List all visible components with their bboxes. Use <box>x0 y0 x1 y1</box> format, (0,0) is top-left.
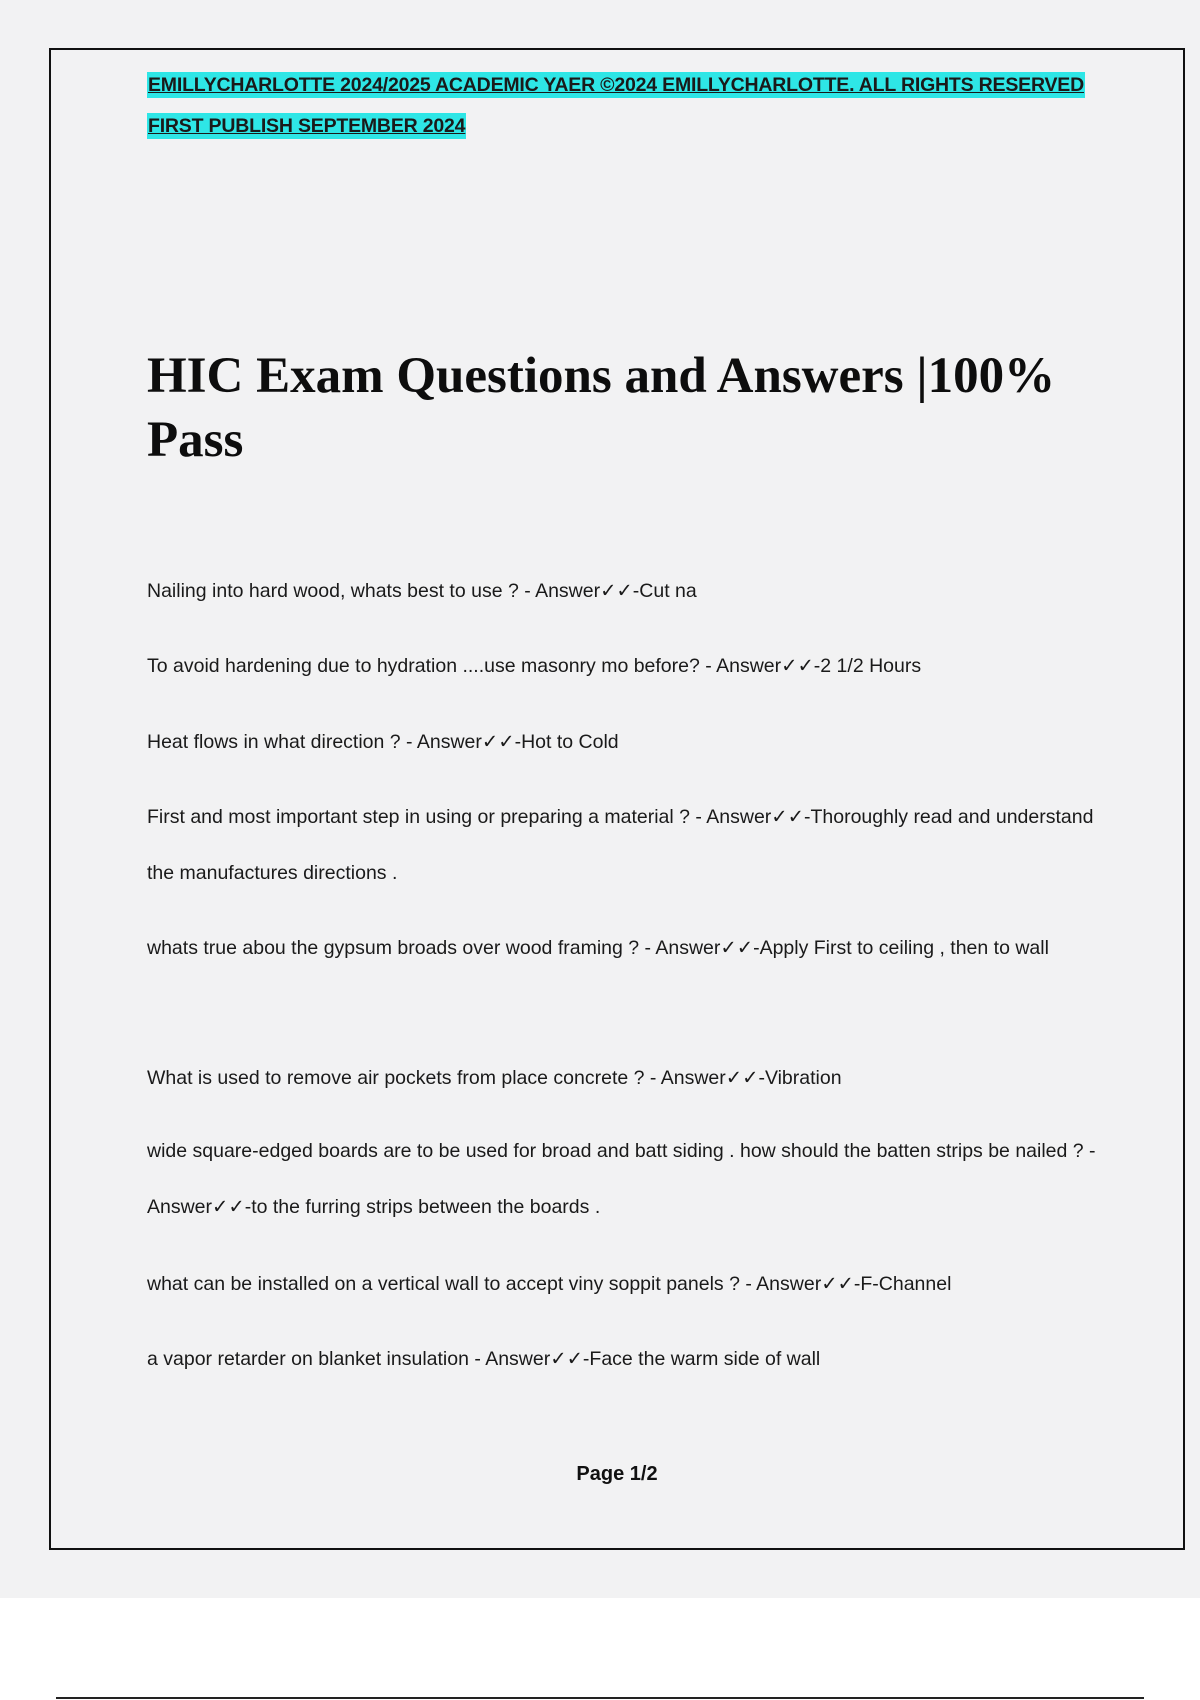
qa-item <box>147 1123 1117 1235</box>
answer-text: 2 1/2 Hours <box>820 655 922 677</box>
answer-text: Apply First to ceiling , then to wall <box>759 937 1049 959</box>
qa-item <box>147 638 1117 694</box>
document-title: HIC Exam Questions and Answers |100% Pass <box>147 348 1056 468</box>
question-text: wide square-edged boards are to be used for broad and batt siding . how should the batten strips be nailed ? <box>147 1140 1084 1162</box>
qa-item <box>147 1331 1117 1387</box>
divider <box>56 1697 1144 1699</box>
qa-item <box>147 920 1117 976</box>
answer-marker: - Answer✓✓- <box>468 1348 590 1370</box>
question-text: Nailing into hard wood, whats best to use ? <box>147 580 519 602</box>
answer-marker: - Answer✓✓- <box>147 1140 1096 1218</box>
question-text: First and most important step in using or preparing a material ? <box>147 806 691 828</box>
answer-text: Cut na <box>639 580 697 602</box>
qa-item <box>147 1256 1117 1312</box>
question-text: a vapor retarder on blanket insulation <box>147 1348 469 1370</box>
qa-item <box>147 714 1117 770</box>
answer-text: to the furring strips between the boards . <box>251 1196 601 1218</box>
qa-item <box>147 563 1117 619</box>
answer-marker: - Answer✓✓- <box>400 731 522 753</box>
answer-marker: - Answer✓✓- <box>518 580 640 602</box>
answer-text: Thoroughly read and understand the manufactures directions . <box>147 806 1094 884</box>
answer-text: F-Channel <box>860 1273 952 1295</box>
question-text: whats true abou the gypsum broads over wood framing ? <box>147 937 640 959</box>
answer-marker: - Answer✓✓- <box>690 806 811 828</box>
answer-text: Vibration <box>764 1067 842 1089</box>
answer-marker: - Answer✓✓- <box>739 1273 861 1295</box>
qa-item <box>147 789 1117 901</box>
question-text: what can be installed on a vertical wall to accept viny soppit panels ? <box>147 1273 740 1295</box>
question-text: To avoid hardening due to hydration ....use masonry mo before? <box>147 655 700 677</box>
document-page <box>49 48 1185 1550</box>
header-line-copyright: EMILLYCHARLOTTE 2024/2025 ACADEMIC YAER ©2024 EMILLYCHARLOTTE. ALL RIGHTS RESERVED <box>148 74 1084 96</box>
question-text: What is used to remove air pockets from place concrete ? <box>147 1067 645 1089</box>
qa-item <box>147 1050 1117 1106</box>
next-page-area <box>0 1598 1200 1700</box>
header-line-publish-date: FIRST PUBLISH SEPTEMBER 2024 <box>148 115 466 137</box>
answer-text: Face the warm side of wall <box>589 1348 821 1370</box>
answer-marker: - Answer✓✓- <box>644 1067 765 1089</box>
answer-marker: - Answer✓✓- <box>639 937 760 959</box>
question-text: Heat flows in what direction ? <box>147 731 401 753</box>
answer-marker: - Answer✓✓- <box>699 655 821 677</box>
page-number: Page 1/2 <box>576 1463 658 1485</box>
answer-text: Hot to Cold <box>521 731 619 753</box>
